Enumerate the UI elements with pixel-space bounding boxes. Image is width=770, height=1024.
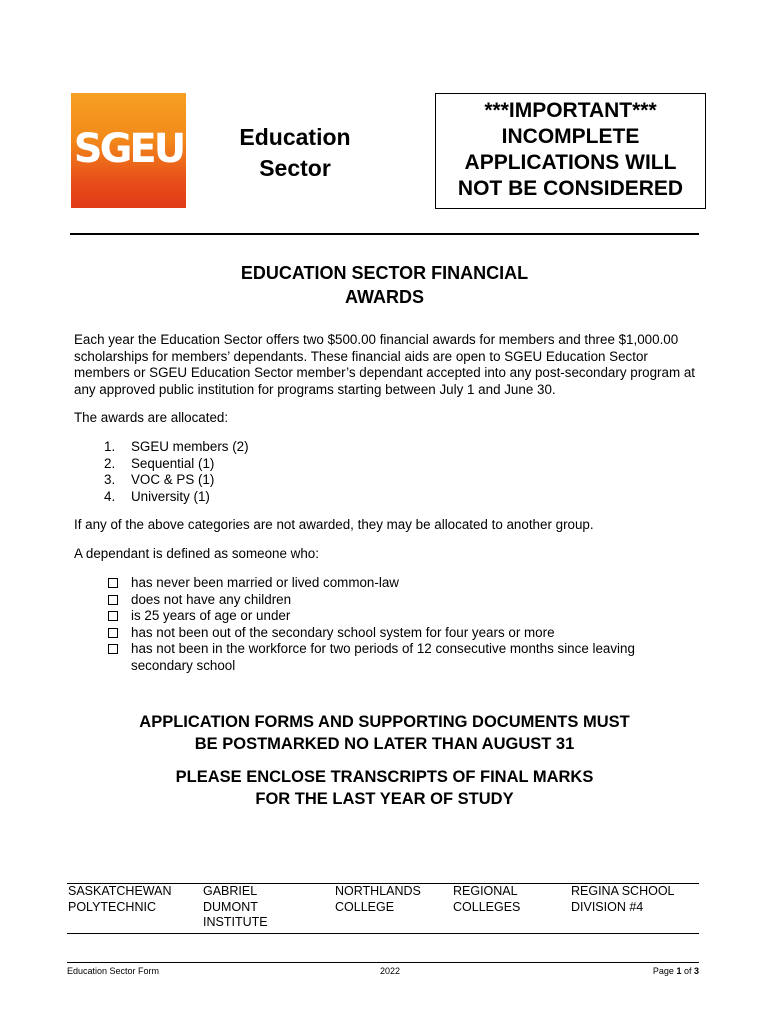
- page-prefix: Page: [652, 966, 677, 976]
- transcripts-notice: [70, 766, 699, 810]
- footer-divider: [67, 962, 699, 963]
- institution-line: INSTITUTE: [203, 915, 268, 929]
- institution-line: DUMONT: [203, 899, 258, 914]
- checkbox-icon[interactable]: [108, 595, 118, 605]
- postmark-line2: BE POSTMARKED NO LATER THAN AUGUST 31: [194, 735, 575, 753]
- list-item: [104, 472, 249, 489]
- important-line: ***IMPORTANT***: [484, 99, 657, 122]
- institution-northlands: [335, 884, 445, 915]
- allocation-list: [104, 439, 249, 505]
- transcripts-line2: FOR THE LAST YEAR OF STUDY: [255, 790, 514, 808]
- institution-line: POLYTECHNIC: [68, 899, 156, 914]
- important-line: APPLICATIONS WILL: [464, 151, 677, 174]
- list-number: 1.: [104, 439, 116, 454]
- page-title-line1: EDUCATION SECTOR FINANCIAL: [240, 263, 529, 283]
- postmark-notice: [70, 711, 699, 755]
- list-text: VOC & PS (1): [131, 472, 215, 487]
- page-title: [70, 261, 699, 309]
- page-of: of: [681, 966, 694, 976]
- list-item: [104, 489, 249, 506]
- institution-line: DIVISION #4: [571, 899, 644, 914]
- list-number: 3.: [104, 472, 116, 487]
- important-line: INCOMPLETE: [501, 125, 640, 148]
- footer-year: 2022: [379, 966, 401, 976]
- intro-paragraph: Each year the Education Sector offers two $500.00 financial awards for members and three $1,000.00 scholarships for members’ dependants. These financial aids are open to SGEU Education Sector members or SGEU Education Sector member’s dependant accepted into any post-secondary program at any approved public institution for programs starting between July 1 and June 30.: [74, 332, 696, 397]
- checkbox-icon[interactable]: [108, 644, 118, 654]
- checklist-item: [108, 625, 668, 642]
- checklist-text: does not have any children: [131, 591, 292, 607]
- important-notice-box: [435, 93, 706, 209]
- checklist-text: has not been out of the secondary school system for four years or more: [131, 624, 555, 640]
- dependant-criteria-list: [108, 575, 668, 674]
- sector-title-line1: Education: [239, 124, 351, 150]
- list-text: University (1): [131, 488, 210, 504]
- sector-title: [210, 122, 380, 184]
- checklist-text: is 25 years of age or under: [131, 608, 291, 623]
- institutions-divider-bottom: [67, 933, 699, 934]
- checklist-text: has not been in the workforce for two periods of 12 consecutive months since leaving secondary school: [131, 641, 635, 673]
- institution-line: REGIONAL: [453, 884, 518, 898]
- list-item: [104, 456, 249, 473]
- list-item: [104, 439, 249, 456]
- institution-line: GABRIEL: [203, 884, 258, 898]
- checklist-item: [108, 608, 668, 625]
- list-number: 2.: [104, 455, 116, 471]
- checkbox-icon[interactable]: [108, 628, 118, 638]
- dependant-heading: A dependant is defined as someone who:: [74, 546, 319, 561]
- institution-line: NORTHLANDS: [335, 884, 421, 898]
- page-current: 1: [676, 966, 682, 976]
- institution-line: COLLEGE: [335, 899, 395, 914]
- list-text: Sequential (1): [131, 455, 215, 471]
- checklist-item: [108, 641, 668, 674]
- header-divider: [70, 233, 699, 235]
- institution-line: COLLEGES: [453, 899, 521, 914]
- reallocation-note: If any of the above categories are not awarded, they may be allocated to another group.: [74, 517, 594, 532]
- checkbox-icon[interactable]: [108, 611, 118, 621]
- sector-title-line2: Sector: [259, 155, 331, 181]
- checklist-text: has never been married or lived common-law: [131, 575, 399, 590]
- footer-form-name: Education Sector Form: [67, 966, 160, 976]
- list-number: 4.: [104, 488, 116, 504]
- institution-regina-school-division: [571, 884, 699, 915]
- page-title-line2: AWARDS: [344, 287, 424, 307]
- logo-text: SGEU: [73, 126, 184, 172]
- postmark-line1: APPLICATION FORMS AND SUPPORTING DOCUMENTS MUST: [139, 713, 630, 731]
- institution-regional-colleges: [453, 884, 563, 915]
- sgeu-logo: [71, 93, 186, 208]
- institution-line: SASKATCHEWAN: [68, 884, 172, 898]
- checklist-item: [108, 592, 668, 609]
- institution-saskatchewan-polytechnic: [68, 884, 193, 915]
- institution-line: REGINA SCHOOL: [571, 884, 675, 898]
- list-text: SGEU members (2): [131, 439, 249, 454]
- page-total: 3: [693, 966, 699, 976]
- institution-gabriel-dumont: [203, 884, 313, 931]
- transcripts-line1: PLEASE ENCLOSE TRANSCRIPTS OF FINAL MARKS: [175, 768, 594, 786]
- footer-page-number: [600, 966, 699, 977]
- checklist-item: [108, 575, 668, 592]
- important-line: NOT BE CONSIDERED: [457, 177, 684, 200]
- allocation-heading: The awards are allocated:: [74, 410, 229, 425]
- checkbox-icon[interactable]: [108, 578, 118, 588]
